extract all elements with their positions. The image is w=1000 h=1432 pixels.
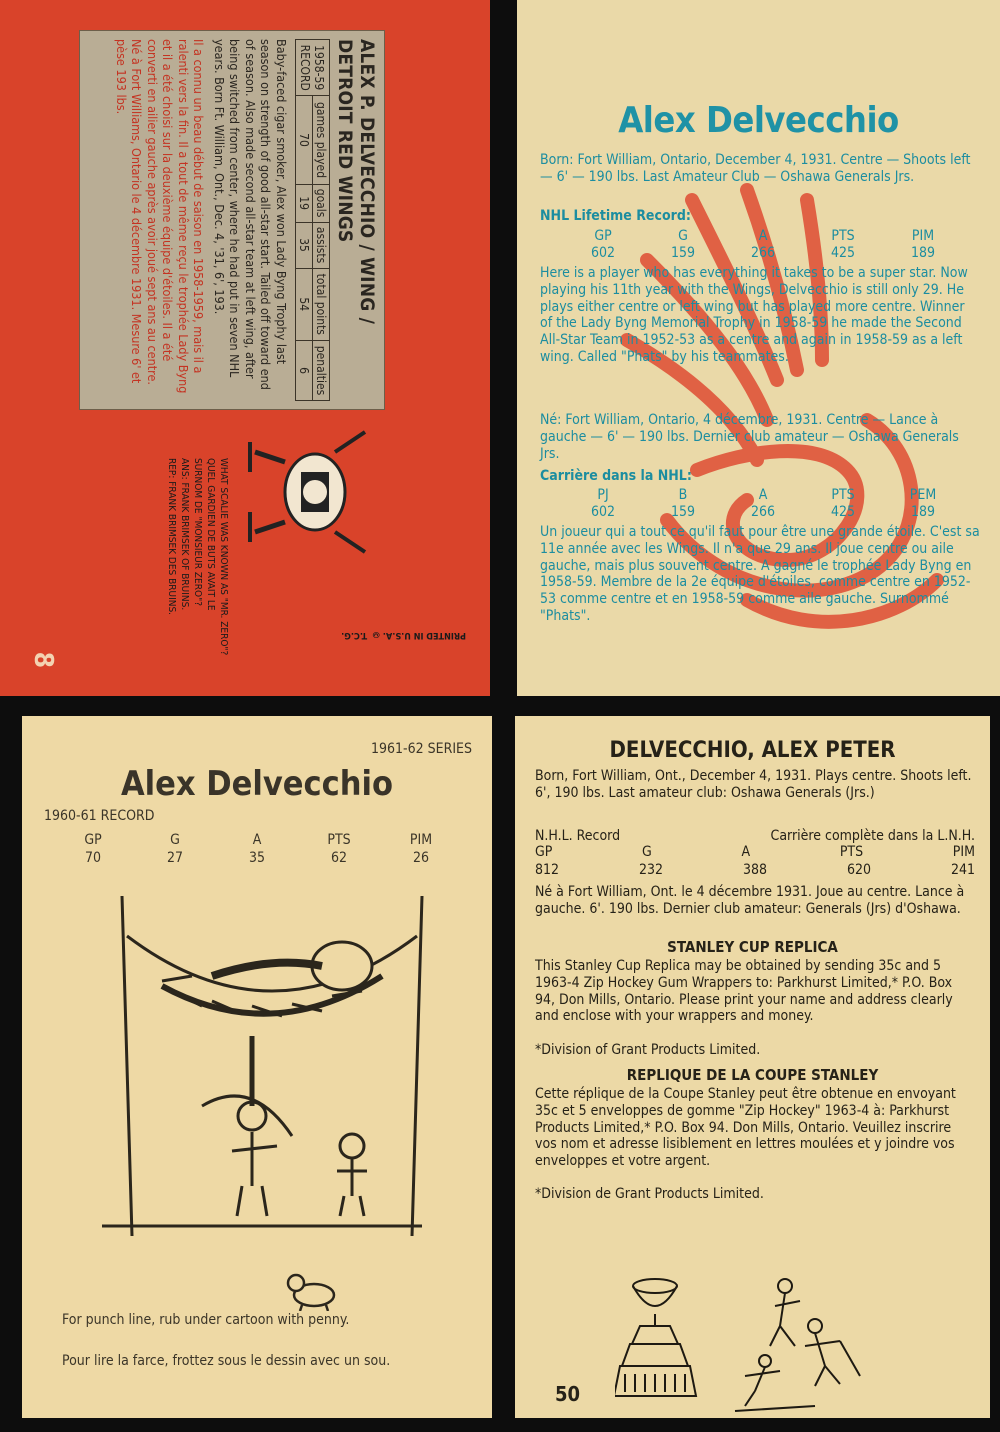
col-header: PEM xyxy=(909,487,937,503)
col-header: PTS xyxy=(839,844,864,860)
col-header: GP xyxy=(84,832,102,848)
quiz-question: WHAT SCALIE WAS KNOWN AS "MR. ZERO"? xyxy=(218,458,229,656)
player-name: Alex Delvecchio xyxy=(120,764,394,804)
quiz-question-fr: QUEL GARDIEN DE BUTS AVAIT LE xyxy=(205,458,216,611)
stat-value: 602 xyxy=(590,504,616,520)
card-number: 50 xyxy=(555,1382,581,1406)
stanley-cup-icon xyxy=(615,1266,885,1416)
record-label-fr: Carrière complète dans la L.N.H. xyxy=(770,828,975,844)
quiz xyxy=(165,458,230,668)
born-info: Born: Fort William, Ontario, December 4, 1931. Centre — Shoots left — 6' — 190 lbs. Last Amateur Club — Oshawa Generals Jrs. xyxy=(540,152,971,185)
record-label-fr: Carrière dans la NHL: xyxy=(540,468,692,484)
stat-value: 189 xyxy=(910,245,936,261)
stat-value: 54 xyxy=(296,268,313,340)
quiz-answer-fr: REP: FRANK BRIMSEK DES BRUINS. xyxy=(166,458,177,616)
born-info: Born, Fort William, Ont., December 4, 1931. Plays centre. Shoots left. 6', 190 lbs. Last amateur club: Oshawa Generals (Jrs.) xyxy=(535,768,972,801)
stat-value: 70 xyxy=(296,96,313,184)
stat-value: 812 xyxy=(535,862,560,878)
stat-values-fr xyxy=(563,504,963,520)
col-header: A xyxy=(252,832,262,848)
col-header: PTS xyxy=(327,832,351,848)
stat-value: 35 xyxy=(248,850,266,866)
stat-value: 62 xyxy=(330,850,348,866)
stat-value: 27 xyxy=(166,850,184,866)
col-header: G xyxy=(678,228,688,244)
stat-value: 19 xyxy=(296,184,313,222)
card-wings-logo xyxy=(517,0,1000,696)
col-header: total points xyxy=(313,268,330,340)
cup-heading: STANLEY CUP REPLICA xyxy=(667,938,838,956)
born-info-fr: Né: Fort William, Ontario, 4 décembre, 1931. Centre — Lance à gauche — 6' — 190 lbs. Dernier club amateur — Oshawa Generals Jrs. xyxy=(540,412,959,462)
col-header: PIM xyxy=(911,228,935,244)
player-name: Alex Delvecchio xyxy=(618,100,899,141)
col-header: PTS xyxy=(831,487,855,503)
stat-value: 388 xyxy=(742,862,768,878)
bio-english: Baby-faced cigar smoker, Alex won Lady Byng Trophy last season on strength of good all-star start. Tailed off toward end of season. Also made second all-star team at left wing, after being switched from center, where he had put in seven NHL years. Born Ft. William, Ont., Dec. 4, '31, 6', 193. xyxy=(212,39,289,390)
quiz-answer: ANS: FRANK BRIMSEK OF BRUINS. xyxy=(179,458,190,611)
stat-value: 6 xyxy=(296,341,313,401)
stat-value: 602 xyxy=(590,245,616,261)
rotated-card-content xyxy=(10,18,480,678)
record-labels xyxy=(535,828,975,845)
cup-text-fr: Cette réplique de la Coupe Stanley peut être obtenue en envoyant 35c et 5 enveloppes de gomme "Zip Hockey" 1963-4 à: Parkhurst Products Limited,* P.O. Box 94. Don Mills, Ontario. Veuillez inscrire vos nom et adresse lisiblement en lettres moulées et y joindre vos enveloppes et votre argent. xyxy=(535,1086,956,1170)
table-row xyxy=(313,40,330,401)
stat-value: 159 xyxy=(670,504,696,520)
col-header: GP xyxy=(535,844,553,860)
player-full-name: DELVECCHIO, ALEX PETER xyxy=(609,738,896,763)
stat-values xyxy=(563,245,963,261)
col-header: GP xyxy=(594,228,612,244)
card-topps-back xyxy=(0,0,490,696)
cup-text: This Stanley Cup Replica may be obtained by sending 35c and 5 1963-4 Zip Hockey Gum Wrappers to: Parkhurst Limited,* P.O. Box 94, Don Mills, Ontario. Please print your name and address clearly and enclose with your wrappers and money. xyxy=(535,958,953,1025)
stat-value: 425 xyxy=(830,245,856,261)
stats-panel xyxy=(79,30,385,410)
born-info-fr: Né à Fort William, Ont. le 4 décembre 1931. Joue au centre. Lance à gauche. 6'. 190 lbs. Dernier club amateur: Generals (Jrs) d'Oshawa. xyxy=(535,884,965,917)
punch-line-french: Pour lire la farce, frottez sous le dessin avec un sou. xyxy=(62,1353,391,1369)
stat-value: 189 xyxy=(910,504,936,520)
record-table xyxy=(295,39,330,401)
card-title: ALEX P. DELVECCHIO / WING / DETROIT RED WINGS xyxy=(334,39,378,325)
col-header: A xyxy=(758,228,768,244)
stat-headers xyxy=(535,844,975,860)
stat-value: 425 xyxy=(830,504,856,520)
printed-note: PRINTED IN U.S.A. © T.C.G. xyxy=(341,630,466,640)
col-header: games played xyxy=(313,96,330,184)
bio-french: Il a connu un beau début de saison en 1958-1959, mais il a ralenti vers la fin. Il a tout de même reçu le trophée Lady Byng et il a été choisi sur la deuxième équipe d'étoiles. Il a été converti en ailier gauche après avoir joué sept ans au centre. Né à Fort Williams, Ontario le 4 décembre 1931. Mesure 6' et pèse 193 lbs. xyxy=(114,39,207,394)
stat-values xyxy=(52,850,462,866)
card-cartoon xyxy=(22,716,492,1418)
card-stanley-cup xyxy=(515,716,990,1418)
col-header: goals xyxy=(313,184,330,222)
stat-values xyxy=(535,862,975,878)
col-header: penalties xyxy=(313,341,330,401)
stat-value: 620 xyxy=(846,862,871,878)
col-header: A xyxy=(741,844,751,860)
stat-value: 266 xyxy=(750,245,776,261)
stat-value: 232 xyxy=(638,862,664,878)
record-label-en: N.H.L. Record xyxy=(535,828,621,844)
cup-note: *Division of Grant Products Limited. xyxy=(535,1042,761,1058)
stat-value: 70 xyxy=(84,850,102,866)
punch-line-english: For punch line, rub under cartoon with penny. xyxy=(62,1312,350,1328)
col-header: PJ xyxy=(597,487,609,503)
col-header: PIM xyxy=(952,844,975,860)
bio-english: Here is a player who has everything it takes to be a super star. Now playing his 11th year with the Wings, Delvecchio is still only 29. He plays either centre or left wing but has played more centre. Winner of the Lady Byng Memorial Trophy in 1958-59 he made the Second All-Star Team in 1952-53 as a centre and again in 1958-59 as a left wing. Called "Phats" by his teammates. xyxy=(540,265,968,365)
record-label: 1960-61 RECORD xyxy=(44,808,155,824)
stat-value: 35 xyxy=(296,222,313,268)
cup-note-fr: *Division de Grant Products Limited. xyxy=(535,1186,764,1202)
stat-headers xyxy=(563,228,963,244)
col-header: A xyxy=(758,487,768,503)
stat-value: 241 xyxy=(950,862,975,878)
stat-headers-fr xyxy=(563,487,963,503)
stat-value: 266 xyxy=(750,504,776,520)
card-number: 8 xyxy=(28,651,58,668)
dog-cartoon-icon xyxy=(284,1271,344,1311)
col-header: B xyxy=(678,487,688,503)
quiz-question-fr-2: SURNOM DE "MONSIEUR ZERO"? xyxy=(192,458,203,606)
hammock-cartoon-icon xyxy=(82,896,442,1236)
col-header: assists xyxy=(313,222,330,268)
stat-headers xyxy=(52,832,462,848)
stat-value: 26 xyxy=(412,850,430,866)
col-header: PTS xyxy=(831,228,855,244)
col-header: PIM xyxy=(409,832,433,848)
bio-french: Un joueur qui a tout ce qu'il faut pour être une grande étoile. C'est sa 11e année avec les Wings. Il n'a que 29 ans. Il joue centre ou aile gauche, mais plus souvent centre. A gagné le trophée Lady Byng en 1958-59. Membre de la 2e équipe d'étoiles, comme centre en 1952-53 comme centre et en 1958-59 comme aile gauche. Surnommé "Phats". xyxy=(540,524,980,624)
record-label: 1958-59 RECORD xyxy=(296,40,330,96)
cup-heading-fr: REPLIQUE DE LA COUPE STANLEY xyxy=(626,1066,879,1084)
record-label: NHL Lifetime Record: xyxy=(540,208,691,224)
stat-value: 159 xyxy=(670,245,696,261)
col-header: G xyxy=(170,832,180,848)
goalie-cartoon-icon xyxy=(245,422,395,562)
series-label: 1961-62 SERIES xyxy=(371,741,472,757)
col-header: G xyxy=(642,844,652,860)
